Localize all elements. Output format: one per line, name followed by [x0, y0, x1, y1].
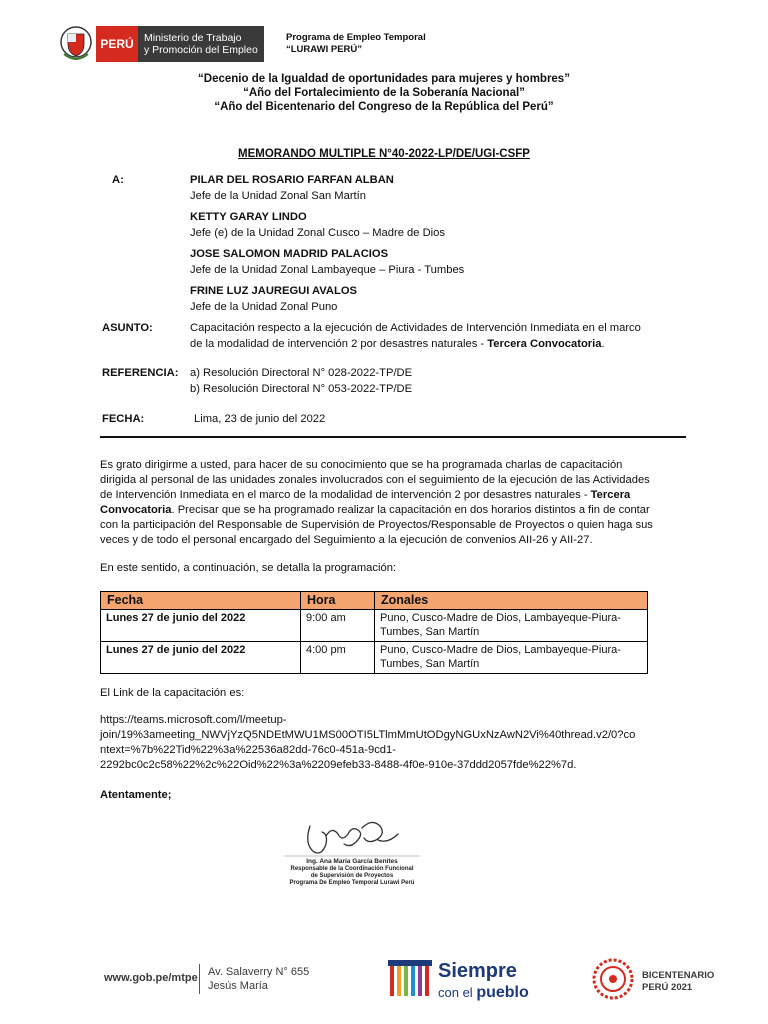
- body-line: veces y de todo el personal encargado del Seguimiento a la ejecución de convenios AII-26 y AII-27.: [100, 534, 593, 546]
- campaign-title: Siempre: [438, 960, 517, 982]
- memo-title: MEMORANDO MULTIPLE N°40-2022-LP/DE/UGI-CSFP: [238, 148, 530, 160]
- recipient-name: KETTY GARAY LINDO: [190, 211, 307, 223]
- body-highlight: Tercera: [590, 489, 631, 501]
- reference-1: a) Resolución Directoral N° 028-2022-TP/DE: [190, 367, 413, 379]
- column-header: Zonales: [375, 592, 648, 610]
- cell-zonales: [375, 641, 648, 673]
- zonales-line2: Tumbes, San Martín: [380, 626, 480, 638]
- footer-divider: [199, 964, 200, 994]
- bicentenario-year: PERÚ 2021: [642, 982, 693, 993]
- closing: Atentamente;: [100, 789, 172, 801]
- to-label: A:: [112, 174, 124, 186]
- body-line: con la participación del Responsable de Supervisión de Proyectos/Responsable de Proyectos o quien haga sus: [100, 519, 653, 531]
- subject-label: ASUNTO:: [102, 322, 153, 334]
- signer-name: Ing. Ana María García Benites: [306, 858, 398, 865]
- footer-address-1: Av. Salaverry N° 655: [208, 966, 310, 978]
- body-line: [100, 488, 630, 503]
- subject-line1: Capacitación respecto a la ejecución de Actividades de Intervención Inmediata en el marco: [190, 322, 641, 334]
- campaign-subtitle: [438, 984, 529, 1002]
- date-label: FECHA:: [102, 413, 145, 425]
- campaign-logo-icon: [388, 956, 434, 1002]
- cell-hora: 4:00 pm: [301, 641, 375, 673]
- logo-ministry: [138, 26, 264, 62]
- motto-3: “Año del Bicentenario del Congreso de la República del Perú”: [214, 101, 554, 113]
- table-row: [101, 609, 648, 641]
- zonales-line2: Tumbes, San Martín: [380, 658, 480, 670]
- recipient-name: FRINE LUZ JAUREGUI AVALOS: [190, 285, 357, 297]
- table-header-row: [101, 592, 648, 610]
- schedule-intro: En este sentido, a continuación, se detalla la programación:: [100, 562, 397, 574]
- body-text: . Precisar que se ha programado realizar la capacitación en dos horarios distintos a fin de contar: [171, 504, 650, 516]
- subject-highlight: Tercera Convocatoria: [487, 338, 602, 350]
- recipient-role: Jefe (e) de la Unidad Zonal Cusco – Madre de Dios: [190, 227, 445, 239]
- meeting-link-line[interactable]: join/19%3ameeting_NWVjYzQ5NDEtMWU1MS00OTI5LTlmMmUtODgyNGUxNzAwN2Vi%40thread.v2/0?co: [100, 729, 636, 741]
- body-text: de Intervención Inmediata en el marco de la modalidad de intervención 2 por desastres naturales -: [100, 489, 591, 501]
- meeting-link-line[interactable]: https://teams.microsoft.com/l/meetup-: [100, 714, 287, 726]
- bicentenario-title: BICENTENARIO: [642, 970, 715, 981]
- logo-ministry-line1: Ministerio de Trabajo: [144, 32, 242, 44]
- recipient-role: Jefe de la Unidad Zonal San Martín: [190, 190, 366, 202]
- program-name: Programa de Empleo Temporal: [286, 32, 426, 43]
- schedule-table: [100, 591, 648, 674]
- motto-2: “Año del Fortalecimiento de la Soberanía Nacional”: [243, 87, 525, 99]
- recipient-name: PILAR DEL ROSARIO FARFAN ALBAN: [190, 174, 394, 186]
- campaign-subtitle-prefix: con el: [438, 985, 477, 1000]
- motto-1: “Decenio de la Igualdad de oportunidades para mujeres y hombres”: [198, 73, 570, 85]
- meeting-link-line[interactable]: 2292bc0c2c58%22%2c%22Oid%22%3a%2209efeb33-8488-4f0e-910e-37ddd2057fde%22%7d.: [100, 759, 577, 771]
- logo-peru: PERÚ: [96, 26, 138, 62]
- body-highlight: Convocatoria: [100, 504, 172, 516]
- divider: [100, 436, 686, 438]
- footer-address-2: Jesús María: [208, 980, 268, 992]
- cell-fecha: Lunes 27 de junio del 2022: [101, 609, 301, 641]
- zonales-line1: Puno, Cusco-Madre de Dios, Lambayeque-Piura-: [380, 611, 621, 624]
- subject-period: .: [601, 338, 605, 350]
- cell-hora: 9:00 am: [301, 609, 375, 641]
- table-row: [101, 641, 648, 673]
- bicentenario-logo-icon: [590, 956, 636, 1002]
- reference-label: REFERENCIA:: [102, 367, 179, 379]
- zonales-line1: Puno, Cusco-Madre de Dios, Lambayeque-Piura-: [380, 643, 621, 656]
- cell-zonales: [375, 609, 648, 641]
- link-intro: El Link de la capacitación es:: [100, 687, 245, 699]
- body-line: Es grato dirigirme a usted, para hacer de su conocimiento que se ha programada charlas de capacitación: [100, 459, 623, 471]
- recipient-role: Jefe de la Unidad Zonal Puno: [190, 301, 338, 313]
- date-value: Lima, 23 de junio del 2022: [194, 413, 326, 425]
- meeting-link-line[interactable]: ntext=%7b%22Tid%22%3a%22536a82dd-76c0-451a-9cd1-: [100, 744, 396, 756]
- reference-2: b) Resolución Directoral N° 053-2022-TP/DE: [190, 383, 413, 395]
- signer-program: Programa De Empleo Temporal Lurawi Perú: [289, 880, 415, 886]
- subject-text: de la modalidad de intervención 2 por desastres naturales -: [190, 338, 488, 350]
- column-header: Fecha: [101, 592, 301, 610]
- column-header: Hora: [301, 592, 375, 610]
- program-subname: “LURAWI PERÚ”: [286, 44, 362, 55]
- footer-website[interactable]: www.gob.pe/mtpe: [104, 972, 198, 984]
- cell-fecha: Lunes 27 de junio del 2022: [101, 641, 301, 673]
- logo-ministry-line2: y Promoción del Empleo: [144, 44, 258, 56]
- subject-line2: [190, 337, 605, 352]
- campaign-subtitle-bold: pueblo: [476, 984, 529, 1001]
- recipient-role: Jefe de la Unidad Zonal Lambayeque – Piura - Tumbes: [190, 264, 465, 276]
- coat-of-arms-icon: [58, 24, 94, 64]
- body-line: [100, 503, 650, 518]
- body-line: dirigida al personal de las unidades zonales involucrados con el seguimiento de la ejecución de las Actividades: [100, 474, 650, 486]
- recipient-name: JOSE SALOMON MADRID PALACIOS: [190, 248, 389, 260]
- signer-role: de Supervisión de Proyectos: [310, 873, 394, 879]
- signer-role: Responsable de la Coordinación Funcional: [290, 866, 414, 872]
